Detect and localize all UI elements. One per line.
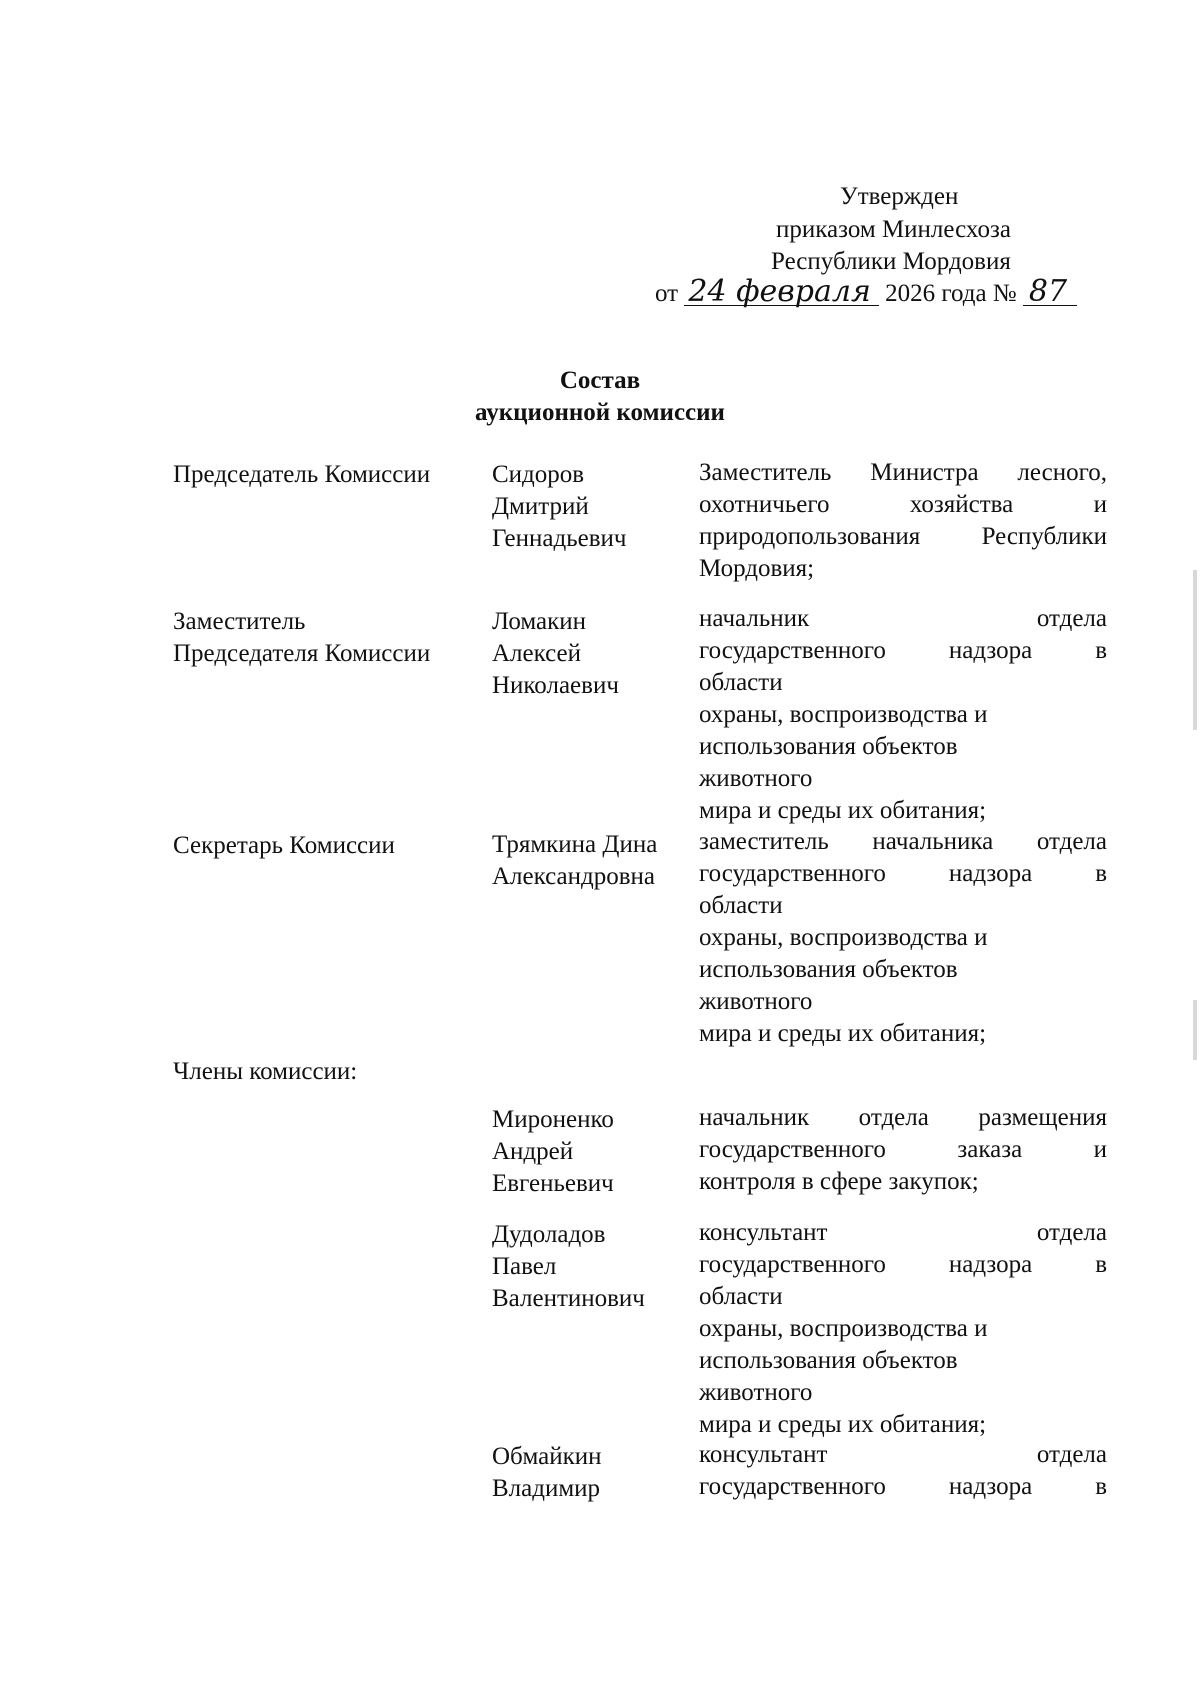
document-title-line-1: Состав xyxy=(559,367,641,394)
role-label: Председатель Комиссии xyxy=(173,461,431,488)
position-description: консультант отдела государственного надзора в xyxy=(699,1441,1107,1500)
person-name: Сидоров Дмитрий Геннадьевич xyxy=(492,461,627,552)
scan-edge-mark xyxy=(1193,570,1197,730)
approval-year: 2026 года № xyxy=(885,280,1017,307)
approval-line-3: Республики Мордовия xyxy=(771,248,1011,275)
person-name: Обмайкин Владимир xyxy=(492,1443,602,1502)
person-name: Трямкина Дина Александровна xyxy=(492,831,658,890)
position-description: начальник отдела государственного надзора в области охраны, воспроизводства и использования объектов животного мира и среды их обитания; xyxy=(699,605,1107,824)
document-title-line-2: аукционной комиссии xyxy=(475,399,725,426)
role-label: Секретарь Комиссии xyxy=(173,832,395,859)
approval-prefix: от xyxy=(655,280,679,307)
position-description: начальник отдела размещения государственного заказа и контроля в сфере закупок; xyxy=(699,1104,1107,1195)
approval-date-line xyxy=(655,274,1077,310)
person-name: Ломакин Алексей Николаевич xyxy=(492,608,619,699)
approval-line-1: Утвержден xyxy=(840,183,959,210)
approval-number-signature: 87 xyxy=(1023,279,1077,306)
person-name: Дудоладов Павел Валентинович xyxy=(492,1221,645,1312)
role-label: Заместитель Председателя Комиссии xyxy=(173,608,431,667)
approval-line-2: приказом Минлесхоза xyxy=(776,216,1011,243)
person-name: Мироненко Андрей Евгеньевич xyxy=(492,1106,614,1197)
position-description: консультант отдела государственного надзора в области охраны, воспроизводства и использования объектов животного мира и среды их обитания; xyxy=(699,1219,1107,1438)
scan-edge-mark xyxy=(1193,1000,1197,1060)
members-label: Члены комиссии: xyxy=(173,1058,358,1085)
position-description: заместитель начальника отдела государственного надзора в области охраны, воспроизводства и использования объектов животного мира и среды их обитания; xyxy=(699,828,1107,1047)
approval-date-signature: 24 февраля xyxy=(684,279,878,306)
position-description: Заместитель Министра лесного, охотничьего хозяйства и природопользования Республики Мордовия; xyxy=(699,459,1107,582)
